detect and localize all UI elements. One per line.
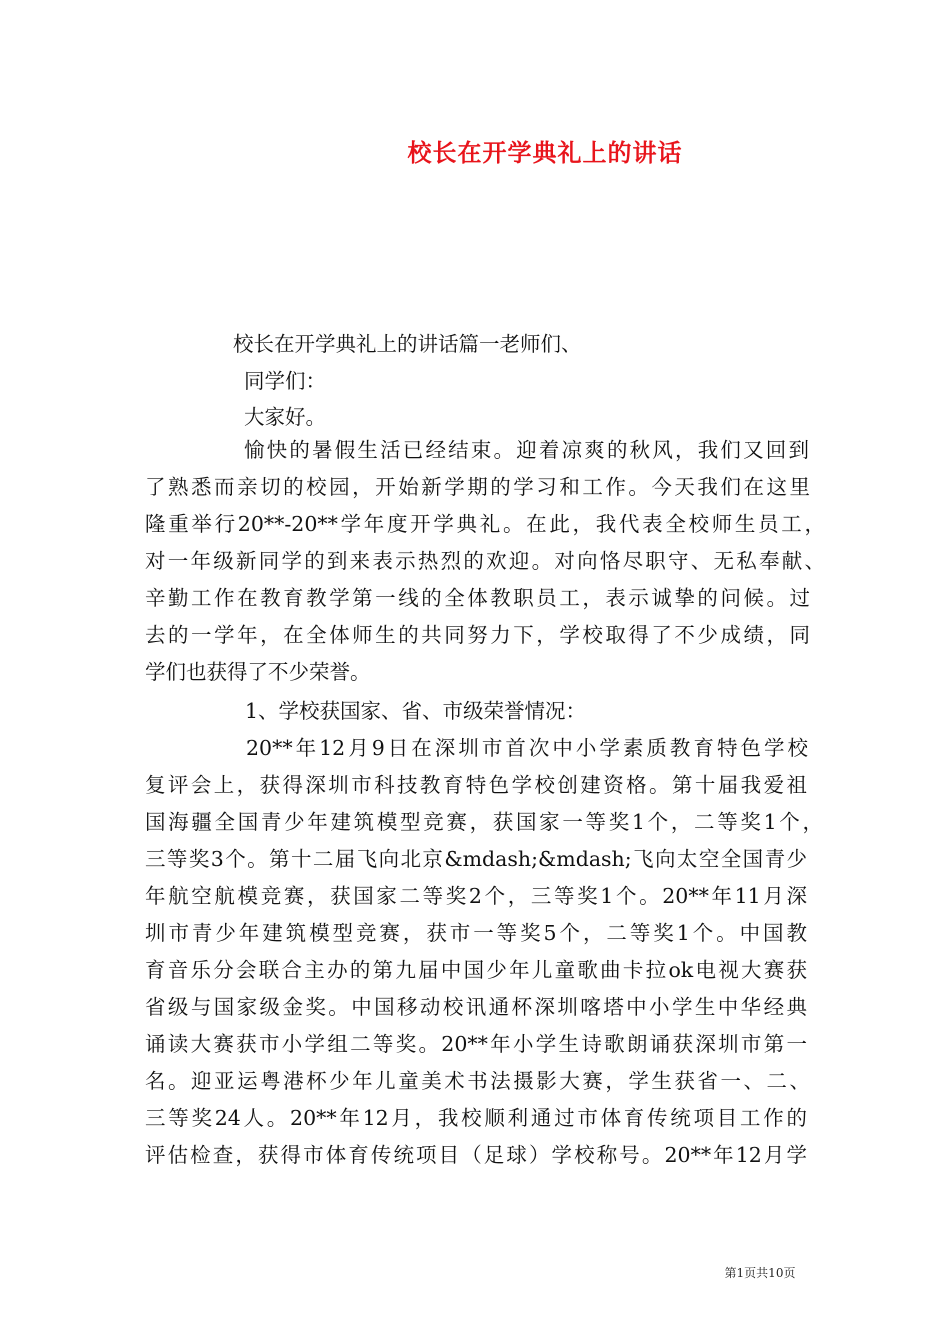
body-line: 年航空航模竞赛，获国家二等奖2个，三等奖1个。20**年11月深 [145,884,807,908]
body-line: 评估检查，获得市体育传统项目（足球）学校称号。20**年12月学 [145,1143,807,1167]
body-line: 1、学校获国家、省、市级荣誉情况： [245,699,587,723]
body-line: 育音乐分会联合主办的第九届中国少年儿童歌曲卡拉ok电视大赛获 [145,958,807,982]
body-line: 三等奖24人。20**年12月，我校顺利通过市体育传统项目工作的 [145,1106,807,1130]
body-line: 对一年级新同学的到来表示热烈的欢迎。对向恪尽职守、无私奉献、 [145,549,825,573]
body-line: 国海疆全国青少年建筑模型竞赛，获国家一等奖1个，二等奖1个， [145,810,823,834]
body-line: 校长在开学典礼上的讲话篇一老师们、 [233,332,582,356]
body-line: 大家好。 [244,405,326,429]
body-line: 诵读大赛获市小学组二等奖。20**年小学生诗歌朗诵获深圳市第一 [145,1032,807,1056]
body-line: 了熟悉而亲切的校园，开始新学期的学习和工作。今天我们在这里 [145,475,810,499]
body-line: 名。迎亚运粤港杯少年儿童美术书法摄影大赛，学生获省一、二、 [145,1069,810,1093]
body-line: 复评会上，获得深圳市科技教育特色学校创建资格。第十届我爱祖 [145,773,807,797]
body-line: 隆重举行20**-20**学年度开学典礼。在此，我代表全校师生员工， [145,512,825,536]
body-line: 去的一学年，在全体师生的共同努力下，学校取得了不少成绩，同 [145,623,810,647]
body-line: 20**年12月9日在深圳市首次中小学素质教育特色学校 [246,736,808,760]
body-line: 省级与国家级金奖。中国移动校讯通杯深圳喀塔中小学生中华经典 [145,995,807,1019]
body-line: 三等奖3个。第十二届飞向北京&mdash;&mdash;飞向太空全国青少 [145,847,807,871]
page-number: 第1页共10页 [724,1266,796,1280]
body-line: 愉快的暑假生活已经结束。迎着凉爽的秋风，我们又回到 [244,438,809,462]
body-line: 辛勤工作在教育教学第一线的全体教职员工，表示诚挚的问候。过 [145,586,810,610]
body-line: 同学们： [244,369,326,393]
body-line: 圳市青少年建筑模型竞赛，获市一等奖5个，二等奖1个。中国教 [145,921,807,945]
document-title: 校长在开学典礼上的讲话 [407,138,683,167]
body-line: 学们也获得了不少荣誉。 [145,660,371,684]
